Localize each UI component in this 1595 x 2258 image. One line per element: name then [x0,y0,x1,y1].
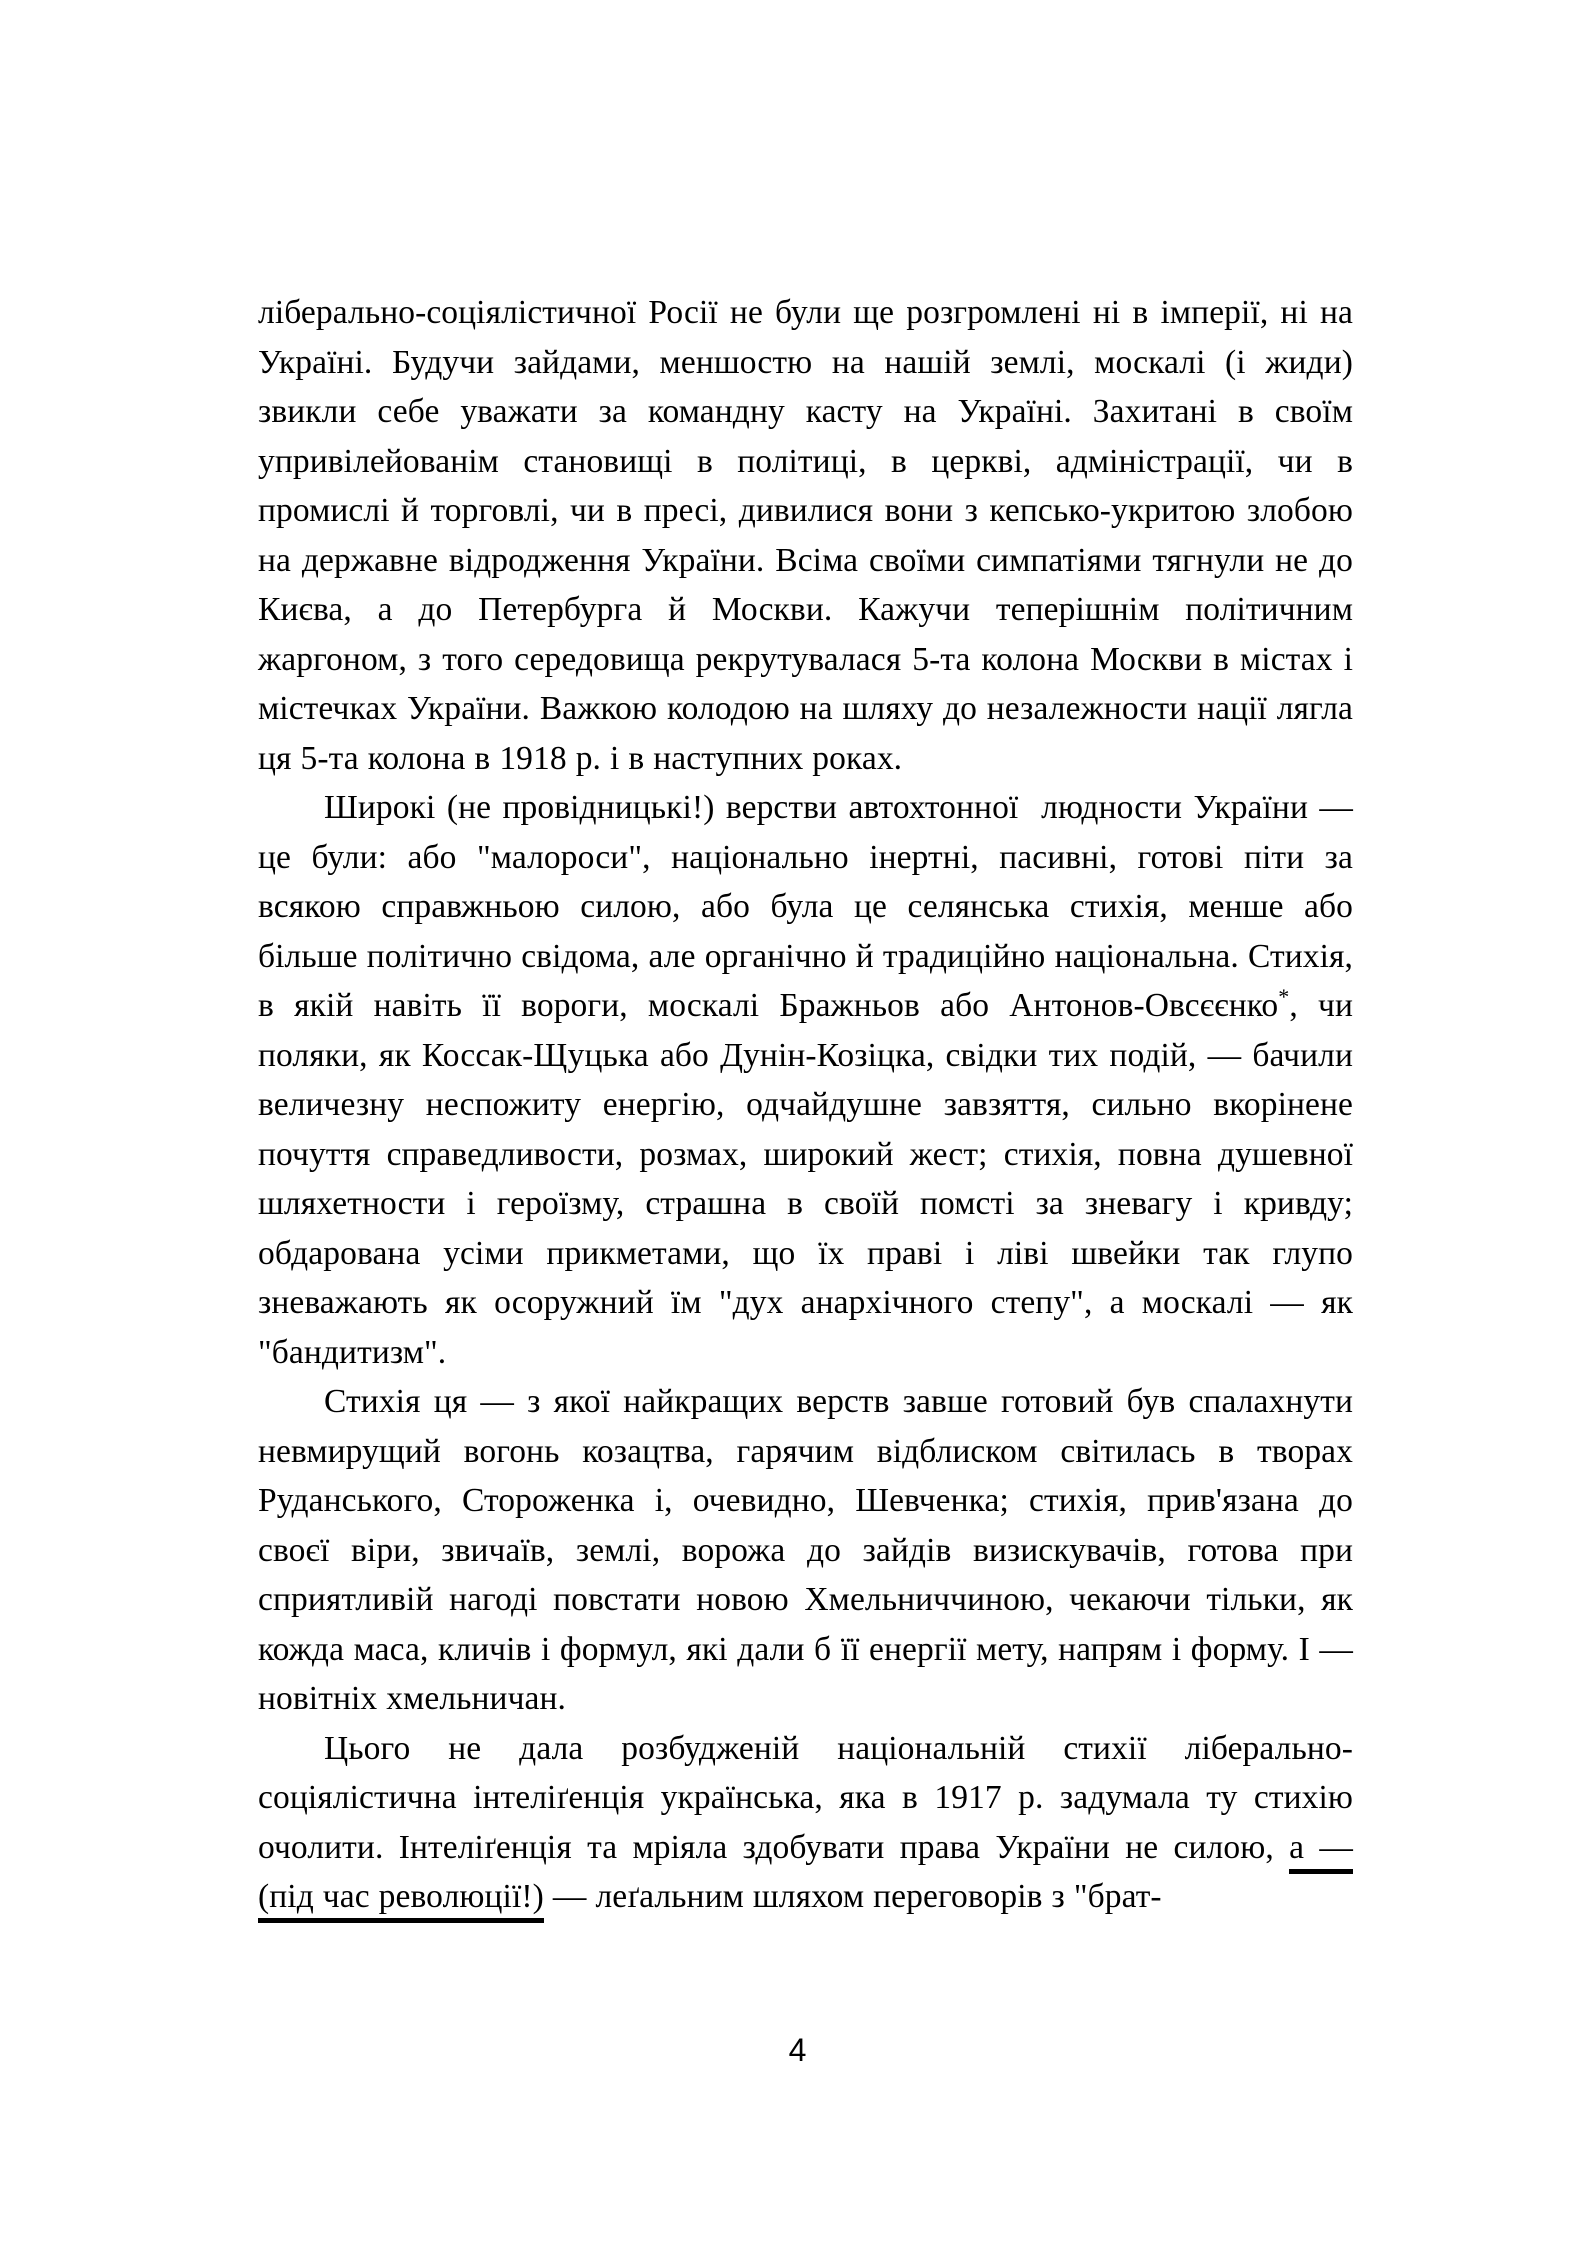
paragraph-4-part-a: Цього не дала розбудженій національній стихії ліберально-соціялістична інтеліґенція українська, яка в 1917 р. задумала ту стихію очолити. Інтеліґенція та мріяла здобувати права України не силою, [258,1729,1353,1866]
paragraph-2 [258,783,1353,1377]
page-number: 4 [788,2032,807,2068]
paragraph-3: Стихія ця — з якої найкращих верств завше готовий був спалахнути невмирущий вогонь козацтва, гарячим відблиском світилась в творах Руданського, Стороженка і, очевидно, Шевченка; стихія, прив'язана до своєї віри, звичаїв, землі, ворожа до зайдів визискувачів, готова при сприятливій нагоді повстати новою Хмельниччиною, чекаючи тільки, як кожда маса, кличів і формул, які дали б її енергії мету, напрям і форму. І — новітніх хмельничан. [258,1383,1353,1717]
paragraph-4 [258,1724,1353,1922]
paragraph-1: ліберально-соціялістичної Росії не були ще розгромлені ні в імперії, ні на Україні. Будучи зайдами, меншостю на нашій землі, москалі (і жиди) звикли себе уважати за командну касту на Україні. Захитані в своїм упривілейованім становищі в політиці, в церкві, адміністрації, чи в промислі й торговлі, чи в пресі, дивилися вони з кепсько-укритою злобою на державне відродження України. Всіма своїми симпатіями тягнули не до Києва, а до Петербурга й Москви. Кажучи теперішнім політичним жаргоном, з того середовища рекрутувалася 5-та колона Москви в містах і містечках України. Важкою колодою на шляху до незалежности нації лягла ця 5-та колона в 1918 р. і в наступних роках. [258,294,1353,777]
paragraph-2-part-a: Широкі (не провідницькі!) верстви автохтонної людности України — це були: або "малороси", національно інертні, пасивні, готові піти за всякою справжньою силою, або була це селянська стихія, менше або більше політично свідома, але органічно й традиційно національна. Стихія, в якій навіть її вороги, москалі Бражньов або Антонов-Овсєєнко [258,789,1353,1024]
underlined-emphasis: а — (під час революції!) [258,1829,1353,1924]
footnote-marker: * [1278,983,1290,1009]
paragraph-2-part-b: , чи поляки, як Коссак-Щуцька або Дунін-Козіцка, свідки тих подій, — бачили величезну неспожиту енергію, одчайдушне завзяття, сильно вкорінене почуття справедливости, розмах, широкий жест; стихія, повна душевної шляхетности і героїзму, страшна в своїй помсті за зневагу і кривду; обдарована усіми прикметами, що їх праві і ліві швейки так глупо зневажають як осоружний їм "дух анархічного степу", а москалі — як "бандитизм". [258,987,1353,1371]
paragraph-4-part-b: — леґальним шляхом переговорів з "брат- [543,1878,1162,1915]
body-text-column [258,288,1353,1922]
